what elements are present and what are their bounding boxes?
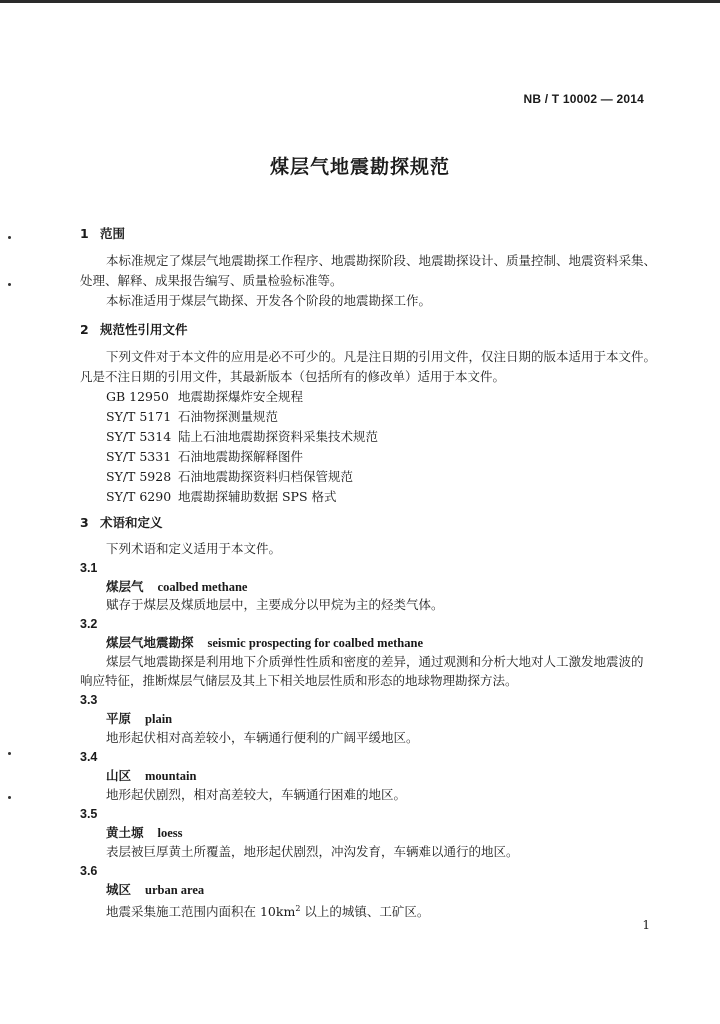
reference-title: 地震勘探爆炸安全规程: [178, 389, 304, 404]
term-chinese: 山区: [106, 768, 132, 783]
term-english: plain: [145, 712, 173, 726]
paragraph-line: 处理、解释、成果报告编写、质量检验标准等。: [80, 273, 343, 288]
reference-code: GB 12950: [106, 389, 169, 404]
reference-item: [106, 488, 336, 505]
term-number: 3.1: [80, 561, 98, 575]
reference-title: 石油地震勘探解释图件: [178, 449, 304, 464]
term-english: urban area: [145, 883, 205, 897]
paragraph-line: 本标准规定了煤层气地震勘探工作程序、地震勘探阶段、地震勘探设计、质量控制、地震资料采集、: [106, 253, 657, 268]
reference-item: [106, 468, 353, 485]
term-definition-text: 以上的城镇、工矿区。: [300, 904, 430, 920]
section-number: 1: [80, 226, 89, 241]
term-definition: 地形起伏相对高差较小，车辆通行便利的广阔平缓地区。: [106, 730, 419, 745]
term-definition: 赋存于煤层及煤质地层中，主要成分以甲烷为主的烃类气体。: [106, 597, 444, 612]
section-title: 规范性引用文件: [100, 322, 188, 337]
term-definition-text: 地震采集施工范围内面积在 10km: [106, 904, 296, 920]
top-rule: [0, 0, 720, 3]
term-heading: [106, 881, 204, 899]
scan-dot: [8, 283, 11, 286]
scan-dot: [8, 796, 11, 799]
term-chinese: 城区: [106, 882, 132, 897]
section-heading: [80, 225, 125, 242]
section-title: 术语和定义: [100, 515, 163, 530]
section-heading: [80, 514, 163, 531]
standard-code: NB / T 10002 — 2014: [523, 92, 644, 106]
section-number: 2: [80, 322, 89, 337]
term-chinese: 平原: [106, 711, 132, 726]
term-chinese: 煤层气地震勘探: [106, 635, 194, 650]
scan-dot: [8, 236, 11, 239]
reference-title: 石油物探测量规范: [178, 409, 279, 424]
term-english: coalbed methane: [157, 580, 248, 594]
reference-title: 石油地震勘探资料归档保管规范: [178, 469, 354, 484]
reference-title: 地震勘探辅助数据 SPS 格式: [178, 489, 337, 504]
reference-item: [106, 388, 303, 405]
superscript-two: 2: [295, 904, 301, 913]
reference-item: [106, 428, 378, 445]
reference-code: SY/T 5928: [106, 469, 172, 484]
term-definition: 煤层气地震勘探是利用地下介质弹性性质和密度的差异，通过观测和分析大地对人工激发地震波的: [106, 654, 644, 669]
term-english: loess: [157, 826, 183, 840]
reference-title: 陆上石油地震勘探资料采集技术规范: [178, 429, 379, 444]
term-number: 3.5: [80, 807, 98, 821]
term-heading: [106, 578, 247, 596]
term-definition: 响应特征，推断煤层气储层及其上下相关地层性质和形态的地球物理勘探方法。: [80, 673, 518, 688]
section-heading: [80, 321, 188, 338]
paragraph-line: 下列文件对于本文件的应用是必不可少的。凡是注日期的引用文件，仅注日期的版本适用于本文件。: [106, 349, 657, 364]
term-definition: 表层被巨厚黄土所覆盖，地形起伏剧烈，冲沟发育，车辆难以通行的地区。: [106, 844, 519, 859]
reference-item: [106, 408, 278, 425]
scan-dot: [8, 752, 11, 755]
reference-code: SY/T 5171: [106, 409, 172, 424]
term-number: 3.6: [80, 864, 98, 878]
term-heading: [106, 767, 196, 785]
term-number: 3.3: [80, 693, 98, 707]
paragraph-line: 凡是不注日期的引用文件，其最新版本（包括所有的修改单）适用于本文件。: [80, 369, 506, 384]
paragraph-line: 下列术语和定义适用于本文件。: [106, 541, 282, 556]
term-english: seismic prospecting for coalbed methane: [207, 636, 424, 650]
document-title: 煤层气地震勘探规范: [269, 156, 450, 178]
term-definition: 地形起伏剧烈，相对高差较大，车辆通行困难的地区。: [106, 787, 407, 802]
term-chinese: 煤层气: [106, 579, 144, 594]
term-heading: [106, 634, 423, 652]
reference-item: [106, 448, 303, 465]
reference-code: SY/T 5331: [106, 449, 172, 464]
section-number: 3: [80, 515, 89, 530]
reference-code: SY/T 6290: [106, 489, 172, 504]
term-chinese: 黄土塬: [106, 825, 144, 840]
term-number: 3.2: [80, 617, 98, 631]
section-title: 范围: [100, 226, 126, 241]
term-definition: [106, 900, 429, 920]
term-english: mountain: [145, 769, 197, 783]
term-heading: [106, 710, 172, 728]
term-number: 3.4: [80, 750, 98, 764]
reference-code: SY/T 5314: [106, 429, 172, 444]
paragraph-line: 本标准适用于煤层气勘探、开发各个阶段的地震勘探工作。: [106, 293, 432, 308]
page-number: 1: [642, 918, 650, 932]
term-heading: [106, 824, 183, 842]
